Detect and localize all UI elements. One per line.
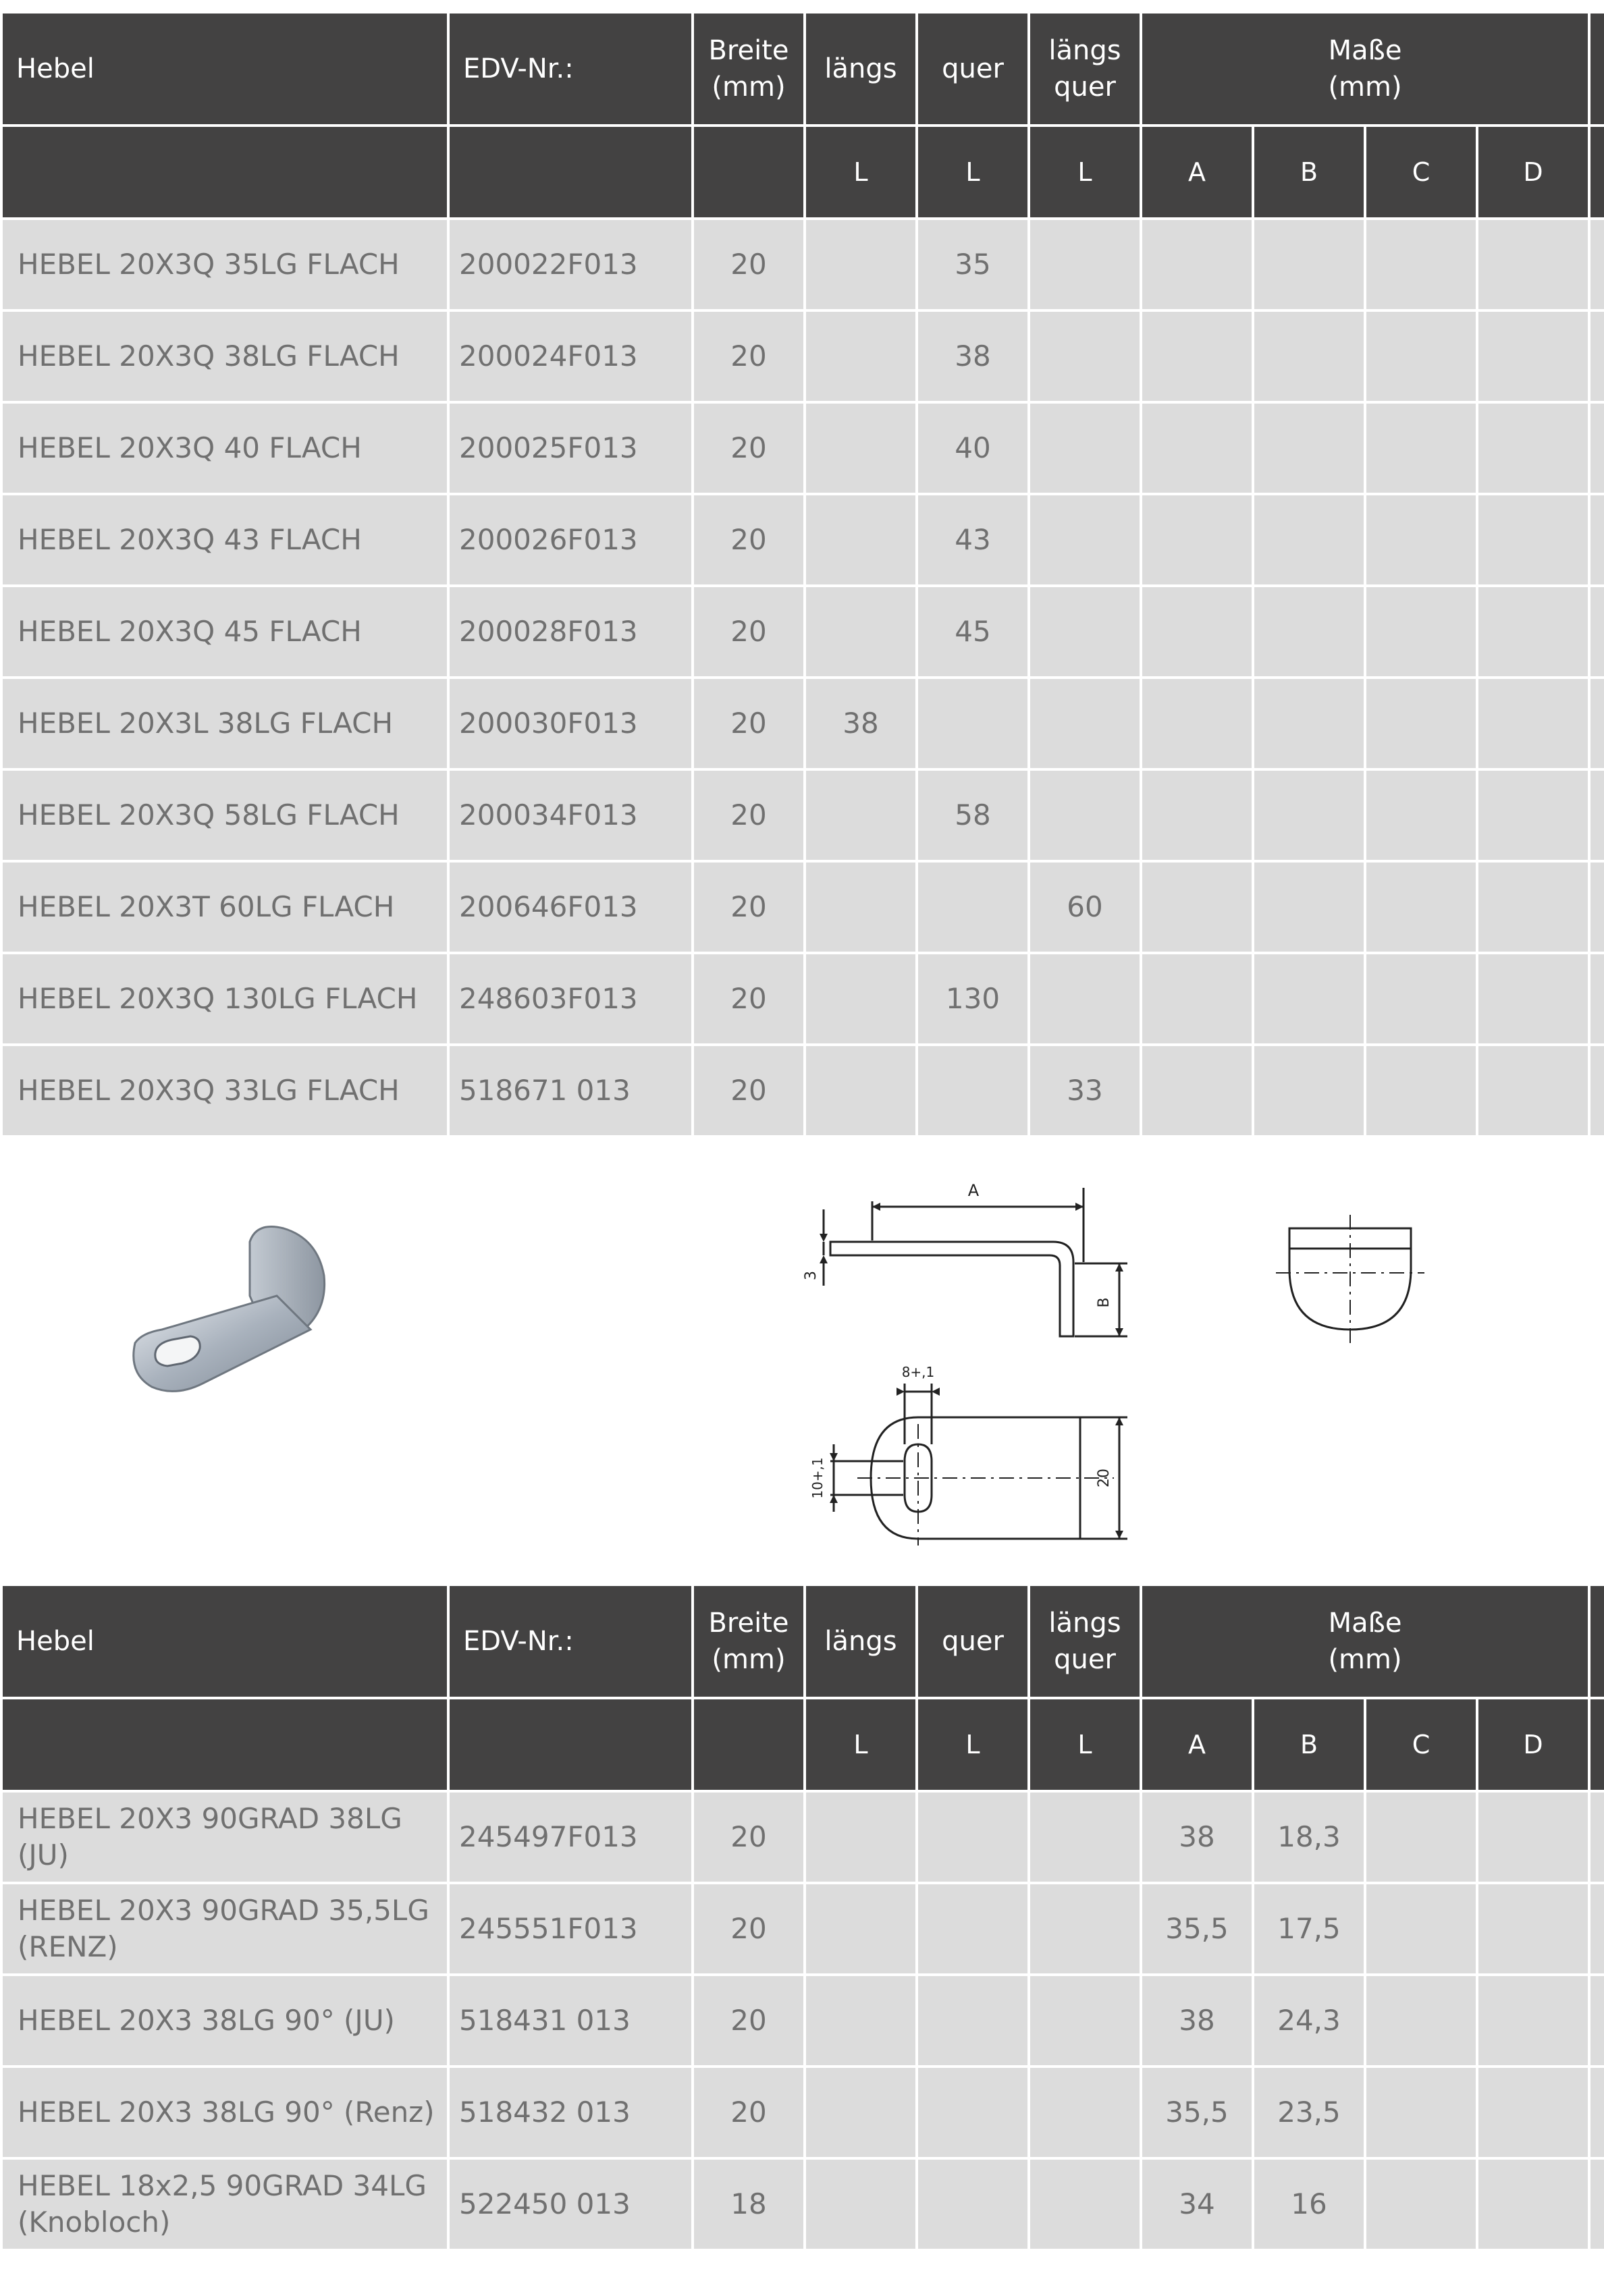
header-edv-nr: EDV-Nr.: [448,12,693,126]
cell-laengs-quer [1029,494,1141,586]
subheader-l-laengs: L [805,1698,917,1791]
cell-masse-c [1365,2067,1477,2158]
table-row [1,586,1604,678]
cell-breite: 20 [693,1975,805,2067]
subheader-l-laengs-quer: L [1029,126,1141,219]
cell-masse-a [1141,769,1253,861]
header-masse: Maße (mm) [1141,1585,1589,1698]
dim-b-label: B [1096,1297,1113,1308]
subheader-overflow-column [1589,1698,1604,1791]
cell-laengs-quer [1029,953,1141,1045]
cell-breite: 20 [693,769,805,861]
header-laengs-quer: längs quer [1029,1585,1141,1698]
cell-masse-b [1253,402,1365,494]
cell-overflow [1589,494,1604,586]
cell-masse-a [1141,953,1253,1045]
cell-laengs [805,2158,917,2250]
cell-edv-nr: 522450 013 [448,2158,693,2250]
cell-breite: 20 [693,678,805,769]
cell-breite: 20 [693,861,805,953]
cell-hebel: HEBEL 20X3T 60LG FLACH [1,861,448,953]
header-breite: Breite (mm) [693,1585,805,1698]
cell-laengs [805,1791,917,1883]
cell-masse-a [1141,678,1253,769]
cell-overflow [1589,2067,1604,2158]
table-row [1,678,1604,769]
cell-masse-c [1365,861,1477,953]
header-edv-nr: EDV-Nr.: [448,1585,693,1698]
cell-masse-a [1141,861,1253,953]
table-row [1,402,1604,494]
cell-masse-c [1365,310,1477,402]
cell-laengs-quer [1029,310,1141,402]
cell-quer: 38 [917,310,1029,402]
cell-masse-d [1477,494,1589,586]
cell-laengs-quer [1029,1883,1141,1975]
table-row [1,861,1604,953]
cell-edv-nr: 200028F013 [448,586,693,678]
subheader-a: A [1141,1698,1253,1791]
header-breite: Breite (mm) [693,12,805,126]
cell-overflow [1589,1791,1604,1883]
cell-masse-c [1365,769,1477,861]
subheader-a: A [1141,126,1253,219]
cell-hebel: HEBEL 18x2,5 90GRAD 34LG (Knobloch) [1,2158,448,2250]
cell-masse-d [1477,953,1589,1045]
cell-breite: 20 [693,1045,805,1137]
cell-breite: 18 [693,2158,805,2250]
cell-edv-nr: 200025F013 [448,402,693,494]
cell-quer [917,861,1029,953]
cell-laengs [805,1883,917,1975]
cell-masse-d [1477,219,1589,310]
cell-hebel: HEBEL 20X3Q 45 FLACH [1,586,448,678]
dim-a-label: A [967,1181,980,1200]
cell-laengs-quer [1029,769,1141,861]
cell-breite: 20 [693,310,805,402]
cell-laengs-quer [1029,2067,1141,2158]
cell-masse-a [1141,494,1253,586]
cell-quer: 40 [917,402,1029,494]
cell-quer: 130 [917,953,1029,1045]
cell-overflow [1589,678,1604,769]
cell-breite: 20 [693,494,805,586]
table-row [1,494,1604,586]
table-row [1,1045,1604,1137]
table-row [1,2158,1604,2250]
cell-edv-nr: 200030F013 [448,678,693,769]
header-overflow-column [1589,12,1604,126]
cell-breite: 20 [693,1883,805,1975]
subheader-empty [1,126,448,219]
subheader-empty [693,126,805,219]
cell-masse-a [1141,402,1253,494]
product-illustrations [0,1141,1604,1579]
cell-masse-b [1253,861,1365,953]
cell-breite: 20 [693,586,805,678]
cell-hebel: HEBEL 20X3 38LG 90° (Renz) [1,2067,448,2158]
cell-edv-nr: 518432 013 [448,2067,693,2158]
cell-edv-nr: 200034F013 [448,769,693,861]
table-row [1,219,1604,310]
cell-overflow [1589,586,1604,678]
dim-20-label: 20 [1096,1469,1113,1487]
cell-masse-d [1477,861,1589,953]
cell-laengs [805,861,917,953]
cell-laengs [805,494,917,586]
header-laengs-quer: längs quer [1029,12,1141,126]
cell-masse-a [1141,310,1253,402]
subheader-empty [693,1698,805,1791]
cell-masse-a: 38 [1141,1791,1253,1883]
cell-masse-d [1477,402,1589,494]
cell-laengs-quer [1029,2158,1141,2250]
cell-masse-a [1141,586,1253,678]
cell-masse-d [1477,1883,1589,1975]
cell-masse-b [1253,586,1365,678]
cell-quer: 45 [917,586,1029,678]
cell-masse-c [1365,219,1477,310]
subheader-empty [448,1698,693,1791]
cell-laengs-quer [1029,219,1141,310]
subheader-empty [1,1698,448,1791]
cell-masse-c [1365,402,1477,494]
cell-masse-c [1365,586,1477,678]
cell-hebel: HEBEL 20X3 90GRAD 38LG (JU) [1,1791,448,1883]
lever-table-90-degree [0,1583,1604,2251]
cell-hebel: HEBEL 20X3Q 35LG FLACH [1,219,448,310]
cell-masse-b [1253,219,1365,310]
cell-masse-b: 17,5 [1253,1883,1365,1975]
cell-hebel: HEBEL 20X3 90GRAD 35,5LG (RENZ) [1,1883,448,1975]
cell-masse-c [1365,1791,1477,1883]
cell-breite: 20 [693,1791,805,1883]
cell-overflow [1589,769,1604,861]
cell-hebel: HEBEL 20X3Q 58LG FLACH [1,769,448,861]
cell-quer [917,1791,1029,1883]
cell-masse-c [1365,678,1477,769]
header-masse: Maße (mm) [1141,12,1589,126]
subheader-overflow-column [1589,126,1604,219]
header-laengs: längs [805,1585,917,1698]
cell-masse-b: 24,3 [1253,1975,1365,2067]
table-row [1,1791,1604,1883]
side-view-drawing [797,1168,1148,1350]
cell-masse-a: 34 [1141,2158,1253,2250]
cell-masse-b [1253,1045,1365,1137]
cell-quer [917,1045,1029,1137]
cell-masse-b [1253,953,1365,1045]
cell-masse-c [1365,494,1477,586]
cell-masse-c [1365,1045,1477,1137]
subheader-b: B [1253,126,1365,219]
cell-masse-d [1477,586,1589,678]
dim-hole-width-label: 8+,1 [901,1364,935,1380]
cell-masse-d [1477,1791,1589,1883]
cell-masse-c [1365,953,1477,1045]
cell-masse-d [1477,1975,1589,2067]
cell-overflow [1589,1045,1604,1137]
cell-hebel: HEBEL 20X3L 38LG FLACH [1,678,448,769]
cell-breite: 20 [693,402,805,494]
cell-hebel: HEBEL 20X3 38LG 90° (JU) [1,1975,448,2067]
cell-edv-nr: 245497F013 [448,1791,693,1883]
cell-edv-nr: 248603F013 [448,953,693,1045]
table-row [1,2067,1604,2158]
cell-laengs [805,2067,917,2158]
cell-laengs-quer [1029,1975,1141,2067]
cell-masse-a: 38 [1141,1975,1253,2067]
cell-overflow [1589,402,1604,494]
cell-masse-b [1253,494,1365,586]
cell-edv-nr: 518431 013 [448,1975,693,2067]
top-view-drawing [797,1343,1148,1566]
cell-quer: 43 [917,494,1029,586]
cell-masse-c [1365,1975,1477,2067]
cell-edv-nr: 200646F013 [448,861,693,953]
cell-laengs-quer [1029,1791,1141,1883]
header-overflow-column [1589,1585,1604,1698]
end-view-drawing [1269,1215,1431,1350]
cell-quer [917,2067,1029,2158]
cell-hebel: HEBEL 20X3Q 40 FLACH [1,402,448,494]
lever-product-photo [115,1215,344,1411]
subheader-l-quer: L [917,1698,1029,1791]
cell-laengs [805,1045,917,1137]
cell-overflow [1589,953,1604,1045]
lever-table-flat [0,11,1604,1138]
cell-overflow [1589,2158,1604,2250]
cell-breite: 20 [693,219,805,310]
cell-breite: 20 [693,2067,805,2158]
subheader-b: B [1253,1698,1365,1791]
cell-edv-nr: 518671 013 [448,1045,693,1137]
cell-overflow [1589,1975,1604,2067]
table-row [1,310,1604,402]
subheader-c: C [1365,126,1477,219]
cell-masse-a [1141,1045,1253,1137]
cell-masse-b [1253,769,1365,861]
cell-laengs: 38 [805,678,917,769]
cell-edv-nr: 200024F013 [448,310,693,402]
cell-masse-c [1365,2158,1477,2250]
header-hebel: Hebel [1,1585,448,1698]
table-row [1,1883,1604,1975]
cell-masse-d [1477,2158,1589,2250]
cell-overflow [1589,219,1604,310]
table-row [1,1975,1604,2067]
cell-laengs [805,586,917,678]
cell-masse-b [1253,678,1365,769]
cell-laengs-quer [1029,402,1141,494]
cell-laengs [805,402,917,494]
cell-masse-b: 23,5 [1253,2067,1365,2158]
subheader-l-laengs-quer: L [1029,1698,1141,1791]
cell-quer: 58 [917,769,1029,861]
header-quer: quer [917,1585,1029,1698]
cell-quer: 35 [917,219,1029,310]
cell-quer [917,1883,1029,1975]
cell-laengs [805,953,917,1045]
cell-edv-nr: 245551F013 [448,1883,693,1975]
cell-masse-a: 35,5 [1141,2067,1253,2158]
cell-masse-d [1477,2067,1589,2158]
cell-laengs [805,310,917,402]
subheader-l-laengs: L [805,126,917,219]
cell-masse-d [1477,310,1589,402]
cell-masse-c [1365,1883,1477,1975]
subheader-d: D [1477,126,1589,219]
cell-hebel: HEBEL 20X3Q 33LG FLACH [1,1045,448,1137]
cell-masse-a [1141,219,1253,310]
cell-quer [917,678,1029,769]
cell-laengs-quer: 60 [1029,861,1141,953]
cell-quer [917,2158,1029,2250]
dim-3-label: 3 [803,1271,820,1280]
header-laengs: längs [805,12,917,126]
cell-masse-b: 16 [1253,2158,1365,2250]
cell-overflow [1589,861,1604,953]
subheader-c: C [1365,1698,1477,1791]
cell-overflow [1589,1883,1604,1975]
cell-masse-d [1477,769,1589,861]
cell-laengs [805,769,917,861]
dim-hole-height-label: 10+,1 [809,1457,826,1499]
cell-masse-b: 18,3 [1253,1791,1365,1883]
cell-overflow [1589,310,1604,402]
cell-laengs [805,1975,917,2067]
cell-laengs-quer [1029,678,1141,769]
table-row [1,953,1604,1045]
cell-quer [917,1975,1029,2067]
cell-masse-d [1477,678,1589,769]
header-quer: quer [917,12,1029,126]
table-row [1,769,1604,861]
cell-breite: 20 [693,953,805,1045]
cell-masse-d [1477,1045,1589,1137]
cell-laengs-quer [1029,586,1141,678]
cell-laengs-quer: 33 [1029,1045,1141,1137]
subheader-d: D [1477,1698,1589,1791]
cell-masse-a: 35,5 [1141,1883,1253,1975]
cell-hebel: HEBEL 20X3Q 38LG FLACH [1,310,448,402]
cell-hebel: HEBEL 20X3Q 43 FLACH [1,494,448,586]
cell-edv-nr: 200026F013 [448,494,693,586]
subheader-l-quer: L [917,126,1029,219]
cell-laengs [805,219,917,310]
cell-masse-b [1253,310,1365,402]
subheader-empty [448,126,693,219]
cell-hebel: HEBEL 20X3Q 130LG FLACH [1,953,448,1045]
cell-edv-nr: 200022F013 [448,219,693,310]
header-hebel: Hebel [1,12,448,126]
